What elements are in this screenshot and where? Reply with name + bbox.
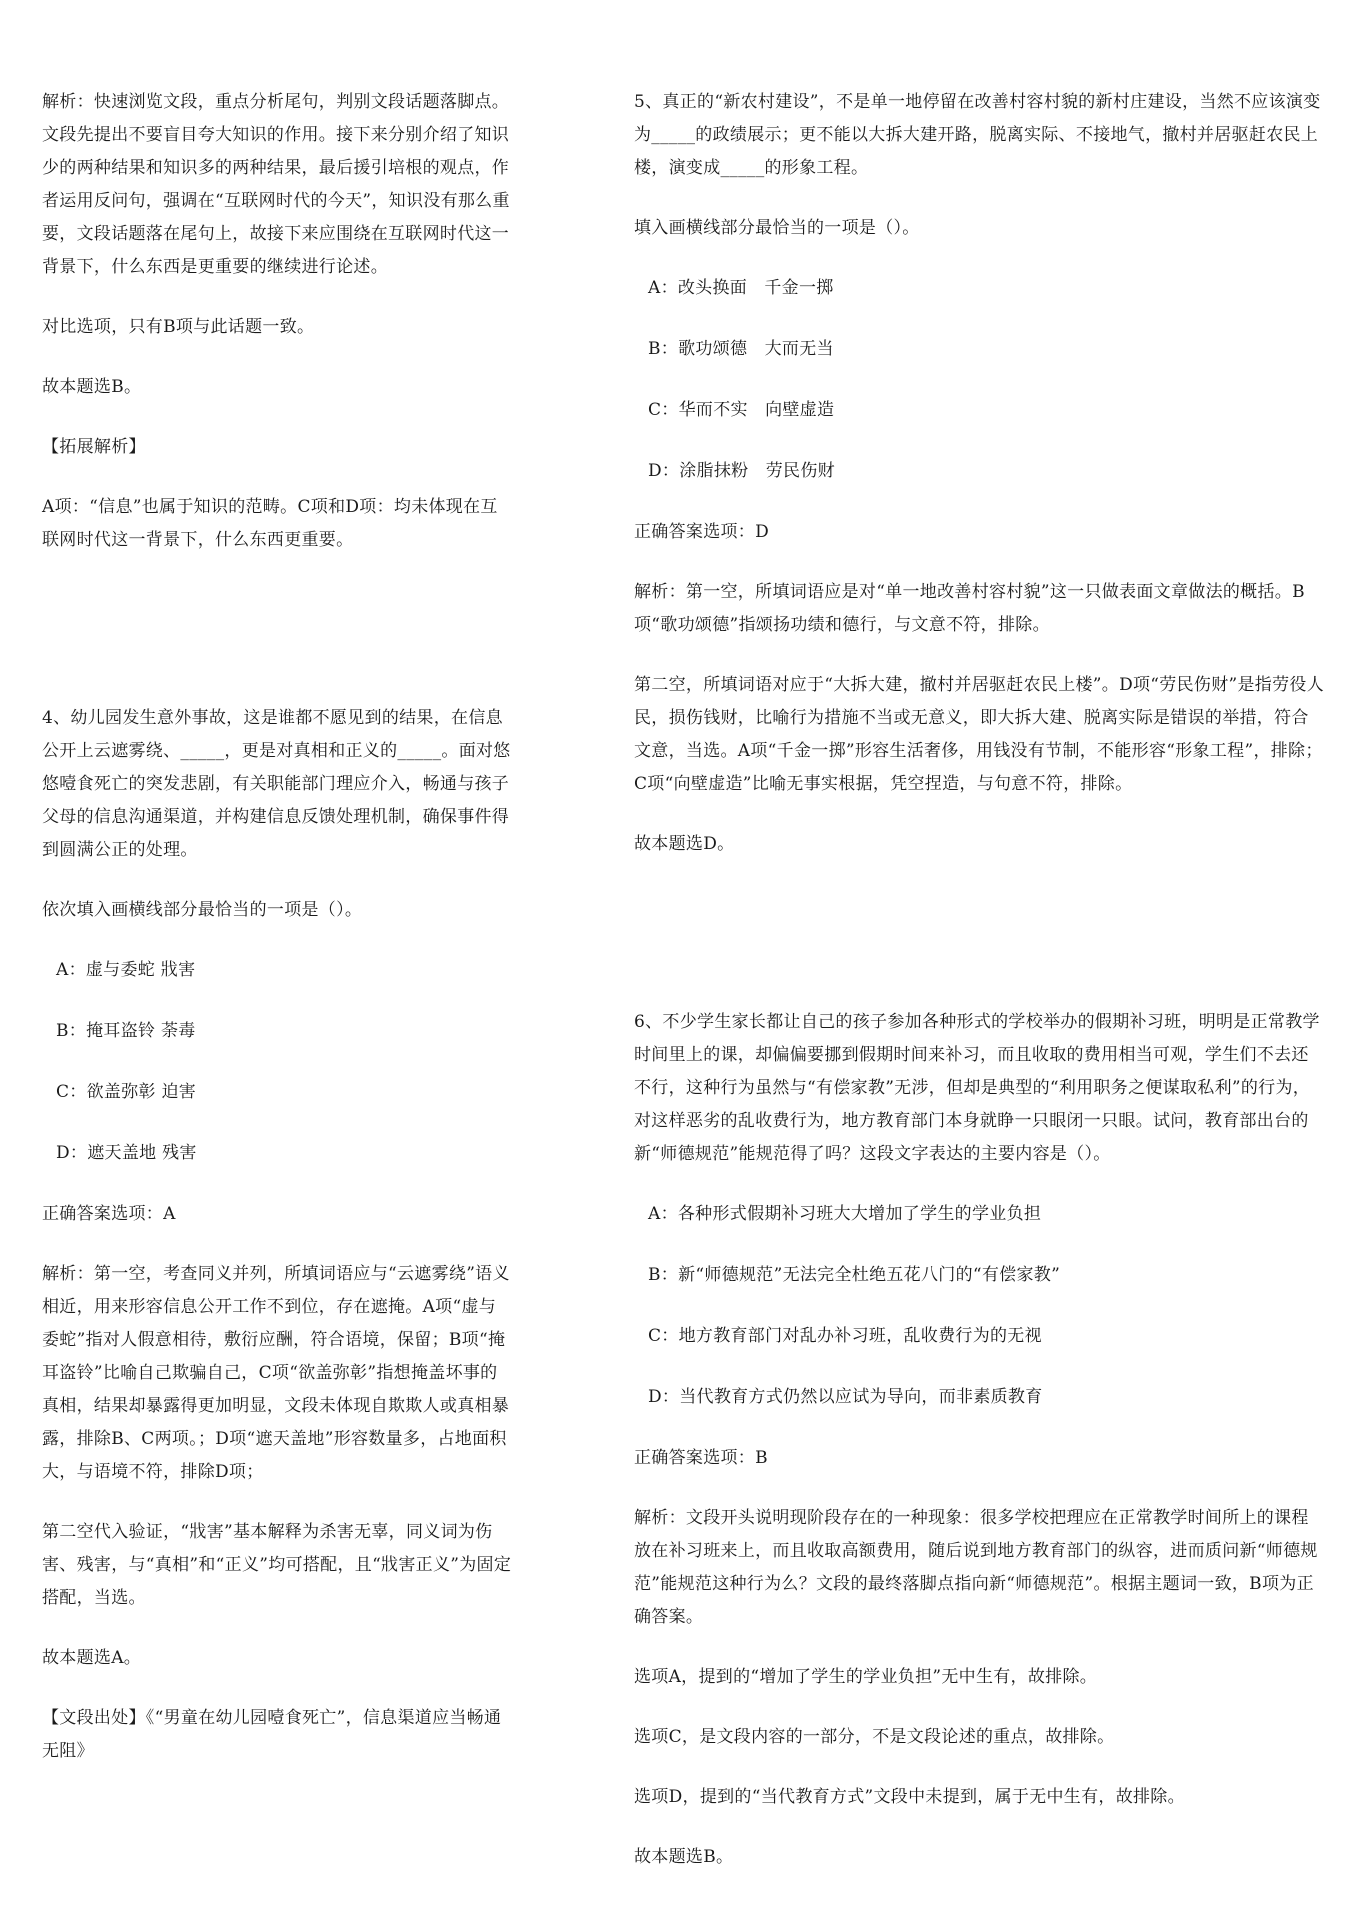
q4-conclusion: 故本题选A。 <box>42 1648 142 1668</box>
q5-analysis-2: 第二空，所填词语对应于“大拆大建，撤村并居驱赶农民上楼”。D项“劳民伤财”是指劳役人民，损伤钱财，比喻行为措施不当或无意义，即大拆大建、脱离实际是错误的举措，符合文意，当选。A项“千金一掷”形容生活奢侈，用钱没有节制，不能形容“形象工程”，排除；C项“向壁虚造”比喻无事实根据，凭空捏造，与句意不符，排除。 <box>634 675 1324 794</box>
q4-stem: 4、幼儿园发生意外事故，这是谁都不愿见到的结果，在信息公开上云遮雾绕、_____，更是对真相和正义的_____。面对悠悠噎食死亡的突发悲剧，有关职能部门理应介入，畅通与孩子父母的信息沟通渠道，并构建信息反馈处理机制，确保事件得到圆满公正的处理。 <box>42 708 511 860</box>
q5-option-b: B：歌功颂德 大而无当 <box>648 339 834 359</box>
q6-note-a: 选项A，提到的“增加了学生的学业负担”无中生有，故排除。 <box>634 1667 1098 1687</box>
q3-analysis: 解析：快速浏览文段，重点分析尾句，判别文段话题落脚点。文段先提出不要盲目夸大知识的作用。接下来分别介绍了知识少的两种结果和知识多的两种结果，最后援引培根的观点，作者运用反问句，强调在“互联网时代的今天”，知识没有那么重要，文段话题落在尾句上，故接下来应围绕在互联网时代这一背景下，什么东西是更重要的继续进行论述。 <box>42 92 510 277</box>
q3-compare: 对比选项，只有B项与此话题一致。 <box>42 317 315 337</box>
q6-conclusion: 故本题选B。 <box>634 1847 734 1867</box>
section-gap <box>42 584 512 702</box>
left-column <box>42 86 512 1795</box>
q4-option-c: C：欲盖弥彰 迫害 <box>56 1082 197 1102</box>
q3-extended-heading: 【拓展解析】 <box>42 437 146 457</box>
q6-analysis: 解析：文段开头说明现阶段存在的一种现象：很多学校把理应在正常教学时间所上的课程放在补习班来上，而且收取高额费用，随后说到地方教育部门的纵容，进而质问新“师德规范”能规范这种行为么？文段的最终落脚点指向新“师德规范”。根据主题词一致，B项为正确答案。 <box>634 1508 1318 1627</box>
q5-conclusion: 故本题选D。 <box>634 834 735 854</box>
q3-conclusion: 故本题选B。 <box>42 377 142 397</box>
q5-option-a: A：改头换面 千金一掷 <box>648 278 834 298</box>
right-column <box>634 86 1324 1901</box>
q4-prompt: 依次填入画横线部分最恰当的一项是（）。 <box>42 900 363 920</box>
q4-option-d: D：遮天盖地 残害 <box>56 1143 197 1163</box>
section-gap <box>634 888 1324 1006</box>
q4-analysis-2: 第二空代入验证，“戕害”基本解释为杀害无辜，同义词为伤害、残害，与“真相”和“正义”均可搭配，且“戕害正义”为固定搭配，当选。 <box>42 1522 512 1608</box>
q5-answer: 正确答案选项：D <box>634 522 770 542</box>
q3-extended-text: A项：“信息”也属于知识的范畴。C项和D项：均未体现在互联网时代这一背景下，什么东西更重要。 <box>42 497 498 550</box>
q5-analysis-1: 解析：第一空，所填词语应是对“单一地改善村容村貌”这一只做表面文章做法的概括。B项“歌功颂德”指颂扬功绩和德行，与文意不符，排除。 <box>634 582 1305 635</box>
q6-option-b: B：新“师德规范”无法完全杜绝五花八门的“有偿家教” <box>648 1265 1061 1285</box>
q4-analysis-1: 解析：第一空，考查同义并列，所填词语应与“云遮雾绕”语义相近，用来形容信息公开工作不到位，存在遮掩。A项“虚与委蛇”指对人假意相待，敷衍应酬，符合语境，保留；B项“掩耳盗铃”比喻自己欺骗自己，C项“欲盖弥彰”指想掩盖坏事的真相，结果却暴露得更加明显，文段未体现自欺欺人或真相暴露，排除B、C两项。；D项“遮天盖地”形容数量多，占地面积大，与语境不符，排除D项； <box>42 1264 510 1482</box>
q6-note-c: 选项C，是文段内容的一部分，不是文段论述的重点，故排除。 <box>634 1727 1115 1747</box>
q5-option-c: C：华而不实 向壁虚造 <box>648 400 835 420</box>
q6-note-d: 选项D，提到的“当代教育方式”文段中未提到，属于无中生有，故排除。 <box>634 1787 1185 1807</box>
q4-option-a: A：虚与委蛇 戕害 <box>56 960 196 980</box>
q6-stem: 6、不少学生家长都让自己的孩子参加各种形式的学校举办的假期补习班，明明是正常教学时间里上的课，却偏偏要挪到假期时间来补习，而且收取的费用相当可观，学生们不去还不行，这种行为虽然与“有偿家教”无涉，但却是典型的“利用职务之便谋取私利”的行为，对这样恶劣的乱收费行为，地方教育部门本身就睁一只眼闭一只眼。试问，教育部出台的新“师德规范”能规范得了吗？这段文字表达的主要内容是（）。 <box>634 1012 1320 1164</box>
q6-option-c: C：地方教育部门对乱办补习班，乱收费行为的无视 <box>648 1326 1042 1346</box>
q5-option-d: D：涂脂抹粉 劳民伤财 <box>648 461 835 481</box>
q6-option-a: A：各种形式假期补习班大大增加了学生的学业负担 <box>648 1204 1042 1224</box>
q5-stem: 5、真正的“新农村建设”，不是单一地停留在改善村容村貌的新村庄建设，当然不应该演变为_____的政绩展示；更不能以大拆大建开路，脱离实际、不接地气，撤村并居驱赶农民上楼，演变成_____的形象工程。 <box>634 92 1321 178</box>
q4-source: 【文段出处】《“男童在幼儿园噎食死亡”，信息渠道应当畅通无阻》 <box>42 1708 502 1761</box>
q4-answer: 正确答案选项：A <box>42 1204 176 1224</box>
q5-prompt: 填入画横线部分最恰当的一项是（）。 <box>634 218 920 238</box>
q4-option-b: B：掩耳盗铃 荼毒 <box>56 1021 196 1041</box>
q6-option-d: D：当代教育方式仍然以应试为导向，而非素质教育 <box>648 1387 1043 1407</box>
q6-answer: 正确答案选项：B <box>634 1448 768 1468</box>
